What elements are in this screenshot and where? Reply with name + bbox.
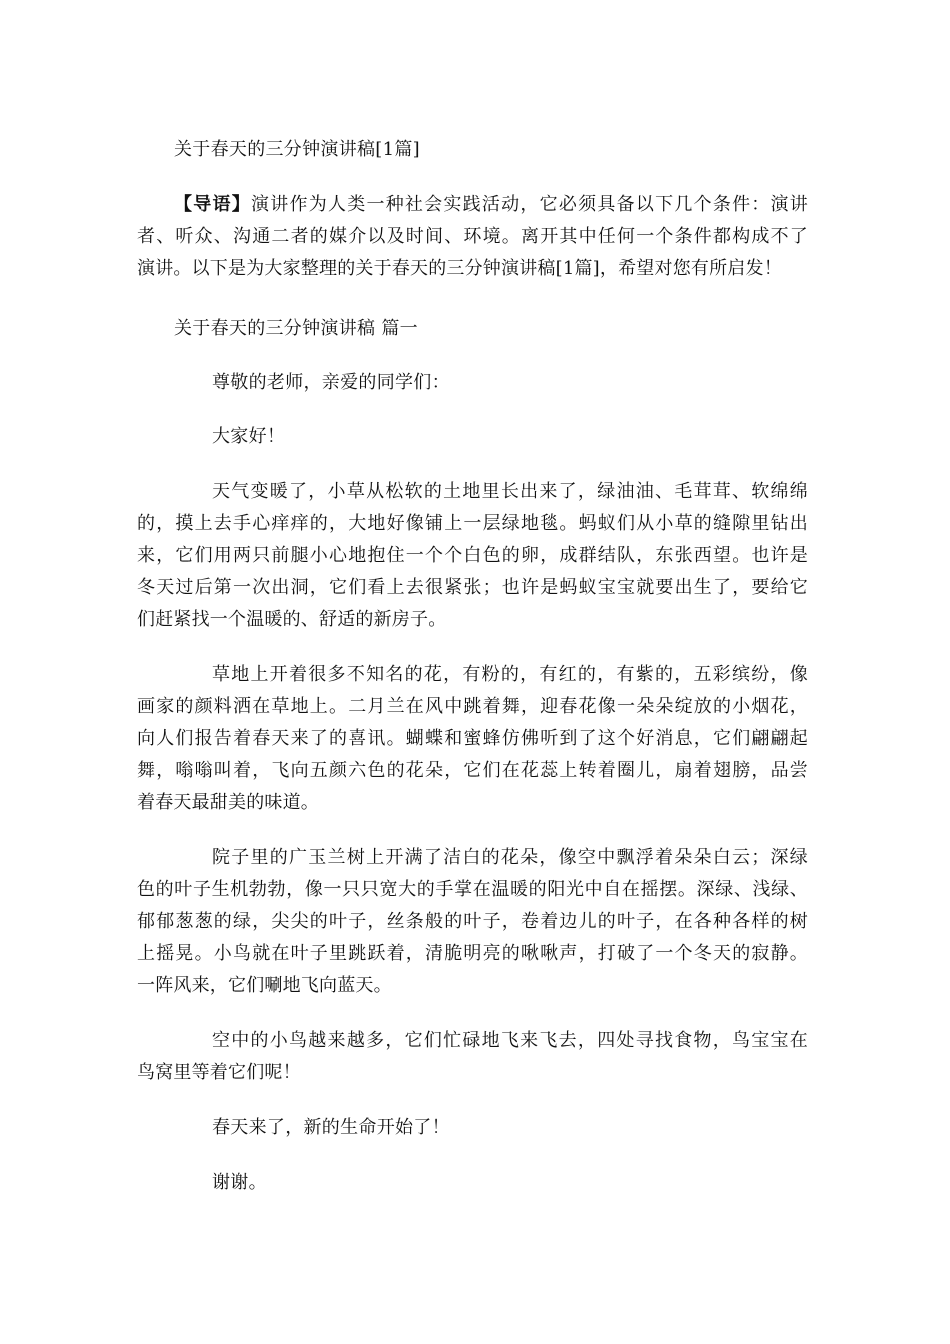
paragraph-3-line-1: 院子里的广玉兰树上开满了洁白的花朵，像空中飘浮着朵朵白云；深绿	[212, 847, 808, 868]
intro-line-3: 演讲。以下是为大家整理的关于春天的三分钟演讲稿[1篇]，希望对您有所启发！	[137, 258, 782, 279]
paragraph-2-line-1: 草地上开着很多不知名的花，有粉的，有红的，有紫的，五彩缤纷，像	[212, 664, 808, 685]
paragraph-1-line-5: 们赶紧找一个温暖的、舒适的新房子。	[137, 609, 447, 630]
paragraph-2-line-5: 着春天最甜美的味道。	[137, 792, 319, 813]
closing-line-2: 谢谢。	[212, 1172, 267, 1193]
paragraph-1-line-3: 来，它们用两只前腿小心地抱住一个个白色的卵，成群结队，东张西望。也许是	[137, 545, 808, 566]
paragraph-1-line-1: 天气变暖了，小草从松软的土地里长出来了，绿油油、毛茸茸、软绵绵	[212, 481, 808, 502]
paragraph-2-line-2: 画家的颜料洒在草地上。二月兰在风中跳着舞，迎春花像一朵朵绽放的小烟花，	[137, 696, 808, 717]
paragraph-2-line-4: 舞，嗡嗡叫着，飞向五颜六色的花朵，它们在花蕊上转着圈儿，扇着翅膀，品尝	[137, 760, 808, 781]
paragraph-3-line-4: 上摇晃。小鸟就在叶子里跳跃着，清脆明亮的啾啾声，打破了一个冬天的寂静。	[137, 943, 808, 964]
intro-line-1-text: 演讲作为人类一种社会实践活动，它必须具备以下几个条件：演讲	[250, 194, 808, 215]
paragraph-4-line-1: 空中的小鸟越来越多，它们忙碌地飞来飞去，四处寻找食物，鸟宝宝在	[212, 1030, 808, 1051]
intro-line-1	[174, 193, 808, 217]
document-title: 关于春天的三分钟演讲稿[1篇]	[174, 139, 420, 160]
paragraph-2-line-3: 向人们报告着春天来了的喜讯。蝴蝶和蜜蜂仿佛听到了这个好消息，它们翩翩起	[137, 728, 808, 749]
paragraph-1-line-4: 冬天过后第一次出洞，它们看上去很紧张；也许是蚂蚁宝宝就要出生了，要给它	[137, 577, 808, 598]
paragraph-3-line-3: 郁郁葱葱的绿，尖尖的叶子，丝条般的叶子，卷着边儿的叶子，在各种各样的树	[137, 911, 808, 932]
salutation: 尊敬的老师，亲爱的同学们：	[212, 372, 450, 393]
paragraph-1-line-2: 的，摸上去手心痒痒的，大地好像铺上一层绿地毯。蚂蚁们从小草的缝隙里钻出	[137, 513, 808, 534]
paragraph-3-line-5: 一阵风来，它们唰地飞向蓝天。	[137, 975, 392, 996]
greeting: 大家好！	[212, 426, 286, 447]
section-title: 关于春天的三分钟演讲稿 篇一	[174, 318, 418, 339]
intro-tag: 【导语】	[174, 194, 251, 215]
paragraph-3-line-2: 色的叶子生机勃勃，像一只只宽大的手掌在温暖的阳光中自在摇摆。深绿、浅绿、	[137, 879, 808, 900]
paragraph-4-line-2: 鸟窝里等着它们呢！	[137, 1062, 301, 1083]
intro-line-2: 者、听众、沟通二者的媒介以及时间、环境。离开其中任何一个条件都构成不了	[137, 226, 808, 247]
closing-line-1: 春天来了，新的生命开始了！	[212, 1117, 450, 1138]
